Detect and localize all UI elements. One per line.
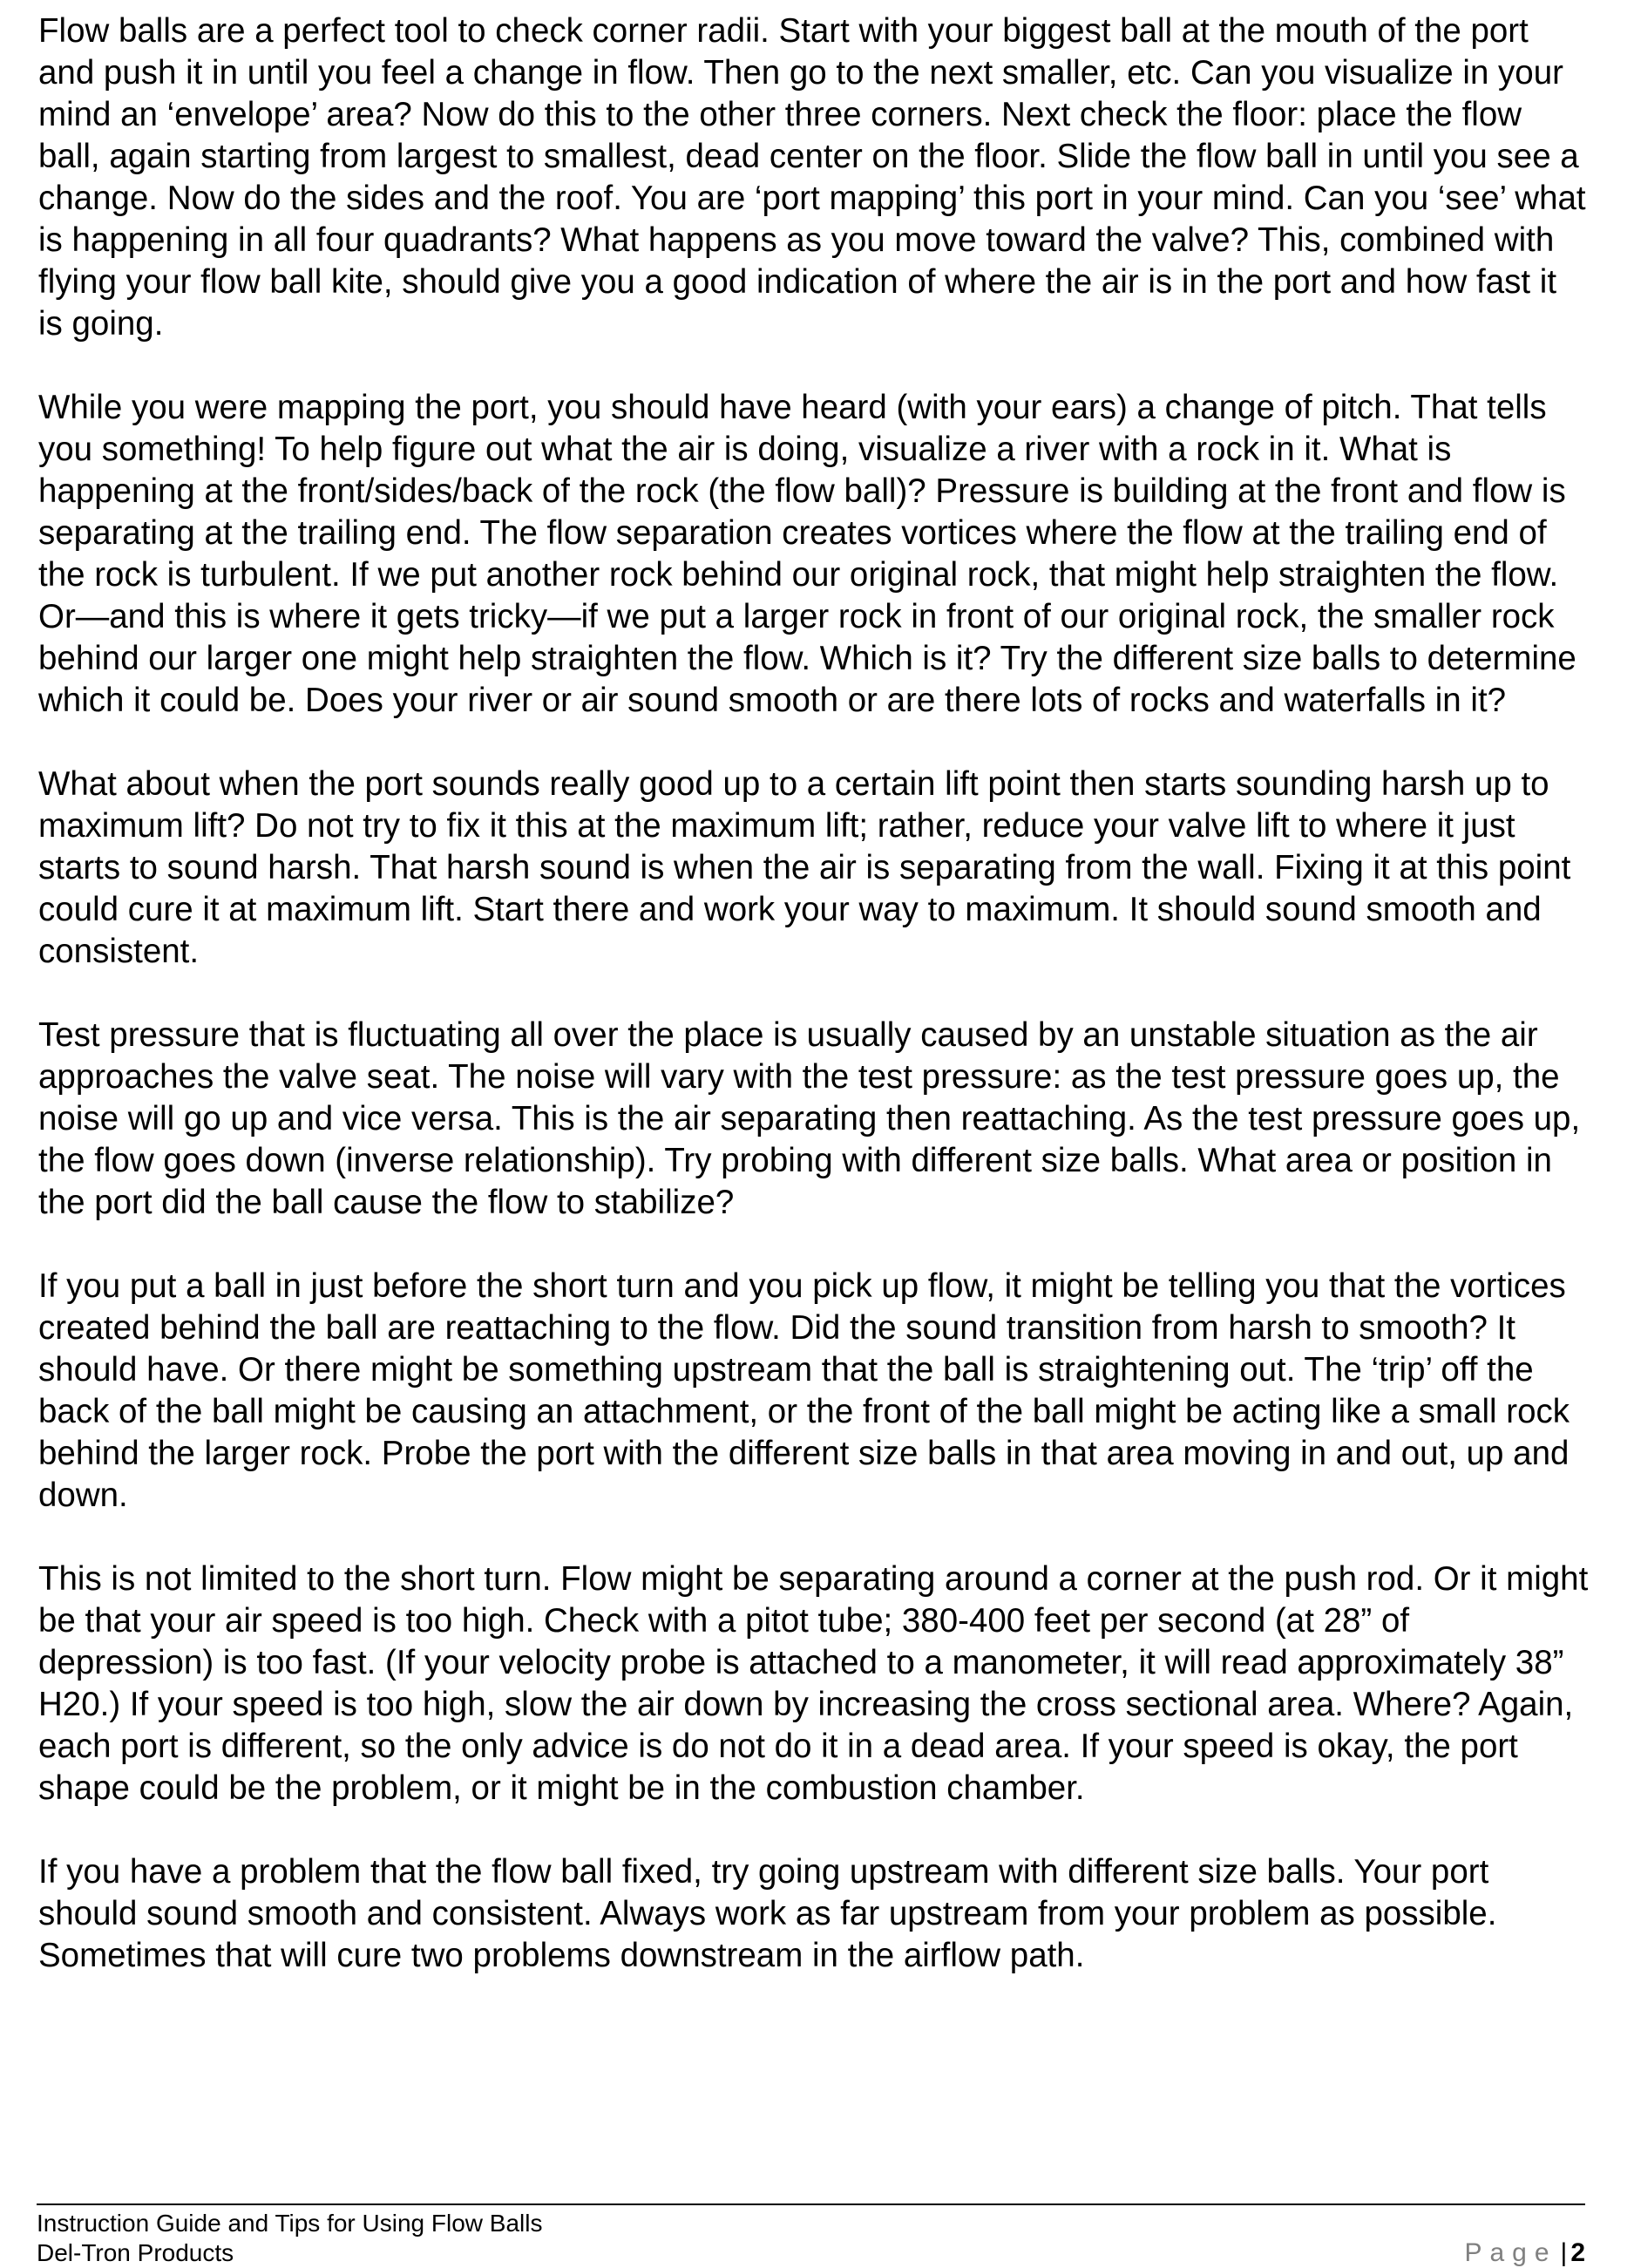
paragraph-7: If you have a problem that the flow ball fixed, try going upstream with different size balls. Your port should sound smooth and consistent. Always work as far upstream from your problem as possible. Sometimes that will cure two problems downstream in the airflow path. — [38, 1853, 1497, 1974]
footer-company: Del-Tron Products — [37, 2239, 234, 2266]
paragraph-4: Test pressure that is fluctuating all over the place is usually caused by an unstable situation as the air approaches the valve seat. The noise will vary with the test pressure: as the test pressure goes up, the noise will go up and vice versa. This is the air separating then reattaching. As the test pressure goes up, the flow goes down (inverse relationship). Try probing with different size balls. What area or position in the port did the ball cause the flow to stabilize? — [38, 1016, 1581, 1221]
footer-document-info — [37, 2209, 542, 2268]
page-label: Page — [1464, 2238, 1557, 2267]
paragraph-6: This is not limited to the short turn. Flow might be separating around a corner at the push rod. Or it might be that your air speed is too high. Check with a pitot tube; 380-400 feet per second (at 28” of depression) is too fast. (If your velocity probe is attached to a manometer, it will read approximately 38” H20.) If your speed is too high, slow the air down by increasing the cross sectional area. Where? Again, each port is different, so the only advice is do not do it in a dead area. If your speed is okay, the port shape could be the problem, or it might be in the combustion chamber. — [38, 1560, 1589, 1807]
page-footer — [37, 2203, 1585, 2267]
document-body — [38, 10, 1590, 2019]
paragraph-5: If you put a ball in just before the short turn and you pick up flow, it might be telling you that the vortices created behind the ball are reattaching to the flow. Did the sound transition from harsh to smooth? It should have. Or there might be something upstream that the ball is straightening out. The ‘trip’ off the back of the ball might be causing an attachment, or the front of the ball might be acting like a small rock behind the larger rock. Probe the port with the different size balls in that area moving in and out, up and down. — [38, 1267, 1570, 1514]
page-number: 2 — [1570, 2238, 1585, 2267]
page-separator: | — [1560, 2238, 1568, 2267]
paragraph-1: Flow balls are a perfect tool to check corner radii. Start with your biggest ball at the mouth of the port and push it in until you feel a change in flow. Then go to the next smaller, etc. Can you visualize in your mind an ‘envelope’ area? Now do this to the other three corners. Next check the floor: place the flow ball, again starting from largest to smallest, dead center on the floor. Slide the flow ball in until you see a change. Now do the sides and the roof. You are ‘port mapping’ this port in your mind. Can you ‘see’ what is happening in all four quadrants? What happens as you move toward the valve? This, combined with flying your flow ball kite, should give you a good indication of where the air is in the port and how fast it is going. — [38, 12, 1586, 343]
paragraph-3: What about when the port sounds really good up to a certain lift point then starts sounding harsh up to maximum lift? Do not try to fix it this at the maximum lift; rather, reduce your valve lift to where it just starts to sound harsh. That harsh sound is when the air is separating from the wall. Fixing it at this point could cure it at maximum lift. Start there and work your way to maximum. It should sound smooth and consistent. — [38, 765, 1571, 970]
footer-title: Instruction Guide and Tips for Using Flow Balls — [37, 2210, 543, 2237]
page-number-block — [1464, 2238, 1585, 2268]
paragraph-2: While you were mapping the port, you should have heard (with your ears) a change of pitch. That tells you something! To help figure out what the air is doing, visualize a river with a rock in it. What is happening at the front/sides/back of the rock (the flow ball)? Pressure is building at the front and flow is separating at the trailing end. The flow separation creates vortices where the flow at the trailing end of the rock is turbulent. If we put another rock behind our original rock, that might help straighten the flow. Or—and this is where it gets tricky—if we put a larger rock in front of our original rock, the smaller rock behind our larger one might help straighten the flow. Which is it? Try the different size balls to determine which it could be. Does your river or air sound smooth or are there lots of rocks and waterfalls in it? — [38, 389, 1576, 719]
